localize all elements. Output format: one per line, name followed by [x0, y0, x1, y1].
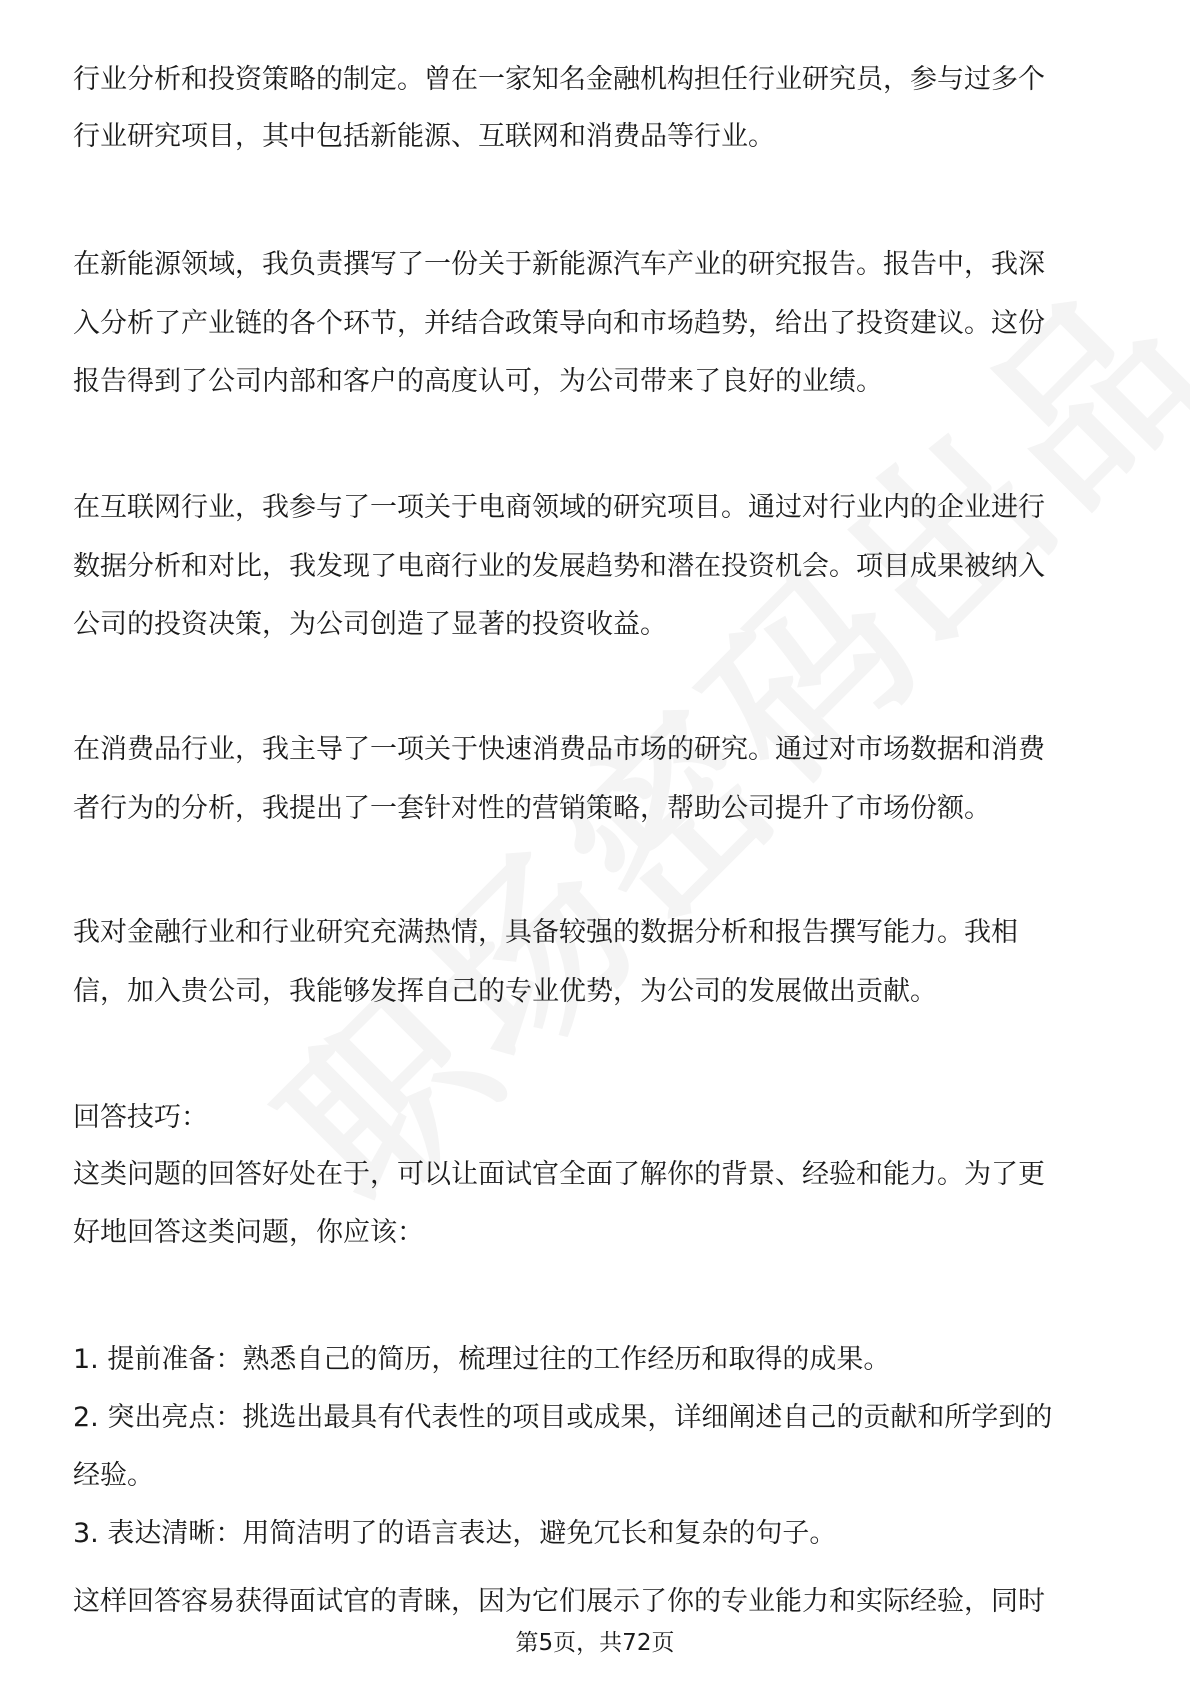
body-line: 行业分析和投资策略的制定。曾在一家知名金融机构担任行业研究员，参与过多个 — [73, 64, 1045, 95]
body-line: 公司的投资决策，为公司创造了显著的投资收益。 — [73, 609, 667, 640]
body-line: 在互联网行业，我参与了一项关于电商领域的研究项目。通过对行业内的企业进行 — [73, 492, 1045, 523]
list-item: 2. 突出亮点：挑选出最具有代表性的项目或成果，详细阐述自己的贡献和所学到的 — [73, 1402, 1053, 1433]
body-line: 在消费品行业，我主导了一项关于快速消费品市场的研究。通过对市场数据和消费 — [73, 734, 1045, 765]
body-line: 入分析了产业链的各个环节，并结合政策导向和市场趋势，给出了投资建议。这份 — [73, 308, 1045, 339]
list-item: 3. 表达清晰：用简洁明了的语言表达，避免冗长和复杂的句子。 — [73, 1518, 837, 1549]
body-line: 行业研究项目，其中包括新能源、互联网和消费品等行业。 — [73, 121, 775, 152]
body-line: 好地回答这类问题，你应该： — [73, 1217, 424, 1248]
body-line: 这样回答容易获得面试官的青睐，因为它们展示了你的专业能力和实际经验，同时 — [73, 1586, 1045, 1617]
section-heading: 回答技巧： — [73, 1102, 208, 1133]
body-line: 者行为的分析，我提出了一套针对性的营销策略，帮助公司提升了市场份额。 — [73, 793, 991, 824]
body-line: 在新能源领域，我负责撰写了一份关于新能源汽车产业的研究报告。报告中，我深 — [73, 249, 1045, 280]
body-line: 我对金融行业和行业研究充满热情，具备较强的数据分析和报告撰写能力。我相 — [73, 917, 1018, 948]
list-item: 1. 提前准备：熟悉自己的简历，梳理过往的工作经历和取得的成果。 — [73, 1344, 891, 1375]
body-line: 报告得到了公司内部和客户的高度认可，为公司带来了良好的业绩。 — [73, 366, 883, 397]
body-line: 这类问题的回答好处在于，可以让面试官全面了解你的背景、经验和能力。为了更 — [73, 1159, 1045, 1190]
body-line: 信，加入贵公司，我能够发挥自己的专业优势，为公司的发展做出贡献。 — [73, 976, 937, 1007]
list-item-continuation: 经验。 — [73, 1460, 154, 1491]
body-line: 数据分析和对比，我发现了电商行业的发展趋势和潜在投资机会。项目成果被纳入 — [73, 551, 1045, 582]
page-number: 第5页，共72页 — [515, 1630, 675, 1656]
